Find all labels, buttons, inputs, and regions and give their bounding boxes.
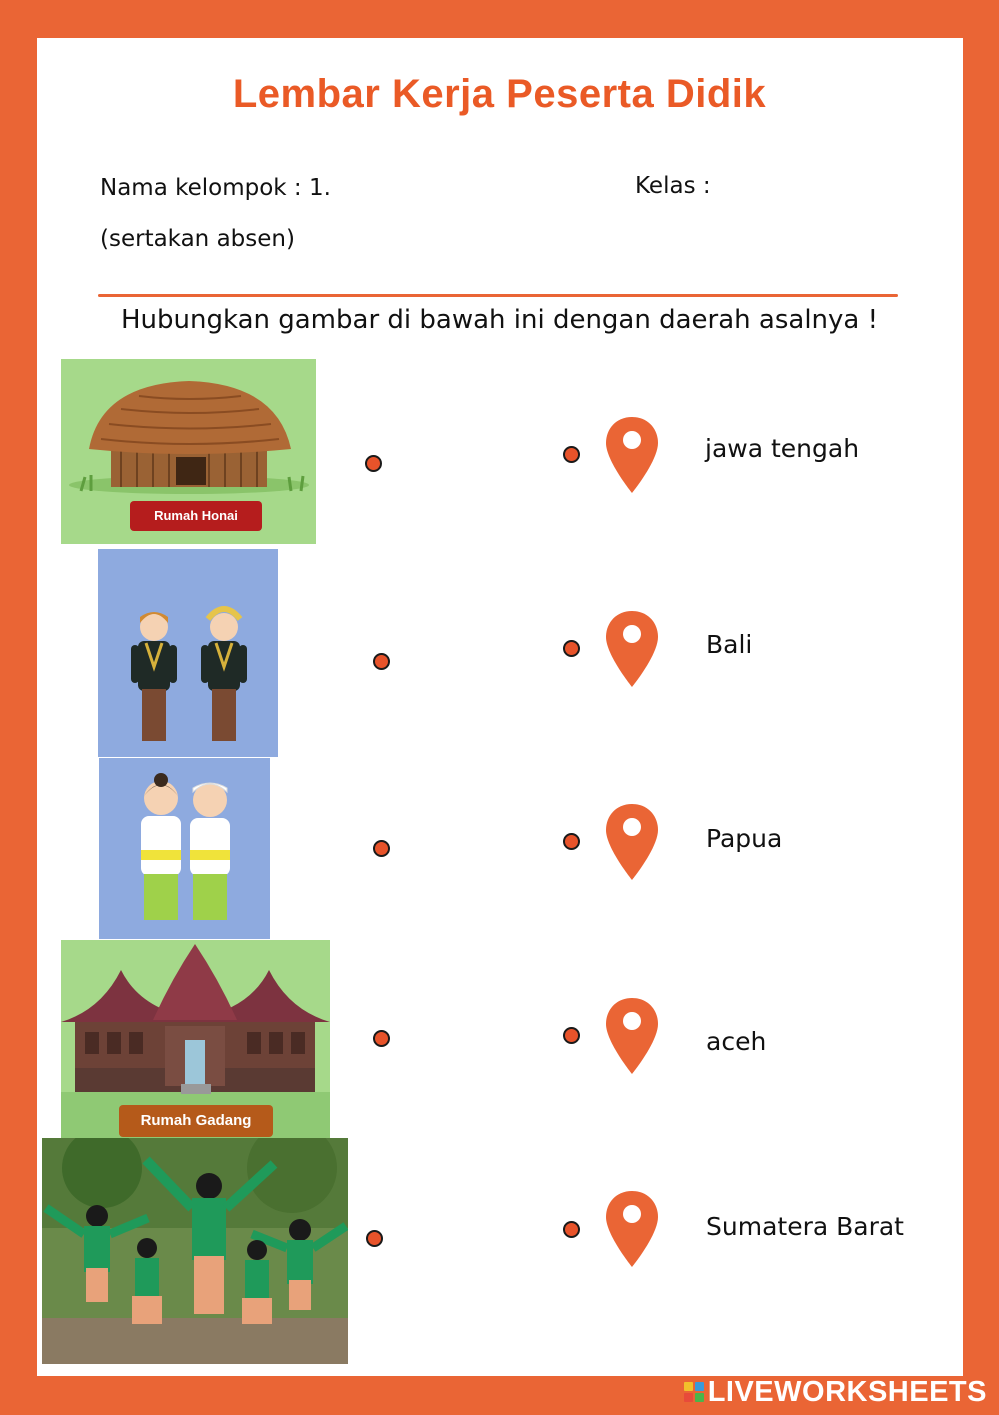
absen-note: (sertakan absen) bbox=[100, 226, 295, 252]
picture-dot-1[interactable] bbox=[365, 455, 382, 472]
group-name-label: Nama kelompok : 1. bbox=[100, 175, 331, 201]
dance-photo-illustration bbox=[42, 1138, 348, 1364]
picture-dot-2[interactable] bbox=[373, 653, 390, 670]
liveworksheets-logo bbox=[684, 1376, 987, 1408]
region-label: aceh bbox=[706, 1027, 767, 1056]
honai-caption: Rumah Honai bbox=[130, 501, 262, 531]
region-dot-1[interactable] bbox=[563, 446, 580, 463]
header-divider bbox=[98, 294, 898, 297]
region-dot-4[interactable] bbox=[563, 1027, 580, 1044]
rumah-honai-image bbox=[61, 359, 316, 544]
location-pin-icon bbox=[604, 1189, 660, 1269]
page-title: Lembar Kerja Peserta Didik bbox=[232, 72, 767, 116]
picture-dot-4[interactable] bbox=[373, 1030, 390, 1047]
location-pin-icon bbox=[604, 415, 660, 495]
region-label: Sumatera Barat bbox=[706, 1212, 904, 1241]
aceh-couple-illustration bbox=[98, 549, 278, 757]
gadang-caption: Rumah Gadang bbox=[119, 1105, 273, 1137]
region-label: Bali bbox=[706, 630, 753, 659]
rumah-gadang-image bbox=[61, 940, 330, 1138]
region-label: Papua bbox=[706, 824, 783, 853]
picture-dot-3[interactable] bbox=[373, 840, 390, 857]
location-pin-icon bbox=[604, 996, 660, 1076]
brand-text: LIVEWORKSHEETS bbox=[707, 1375, 987, 1408]
bali-costume-image bbox=[99, 758, 270, 939]
aceh-costume-image bbox=[98, 549, 278, 757]
region-label: jawa tengah bbox=[705, 434, 860, 463]
location-pin-icon bbox=[604, 609, 660, 689]
saman-dance-photo bbox=[42, 1138, 348, 1364]
liveworksheets-grid-icon bbox=[684, 1382, 704, 1402]
bali-couple-illustration bbox=[99, 758, 270, 939]
class-label: Kelas : bbox=[635, 173, 711, 199]
location-pin-icon bbox=[604, 802, 660, 882]
region-dot-3[interactable] bbox=[563, 833, 580, 850]
picture-dot-5[interactable] bbox=[366, 1230, 383, 1247]
instruction-text: Hubungkan gambar di bawah ini dengan daerah asalnya ! bbox=[120, 305, 879, 335]
region-dot-5[interactable] bbox=[563, 1221, 580, 1238]
region-dot-2[interactable] bbox=[563, 640, 580, 657]
